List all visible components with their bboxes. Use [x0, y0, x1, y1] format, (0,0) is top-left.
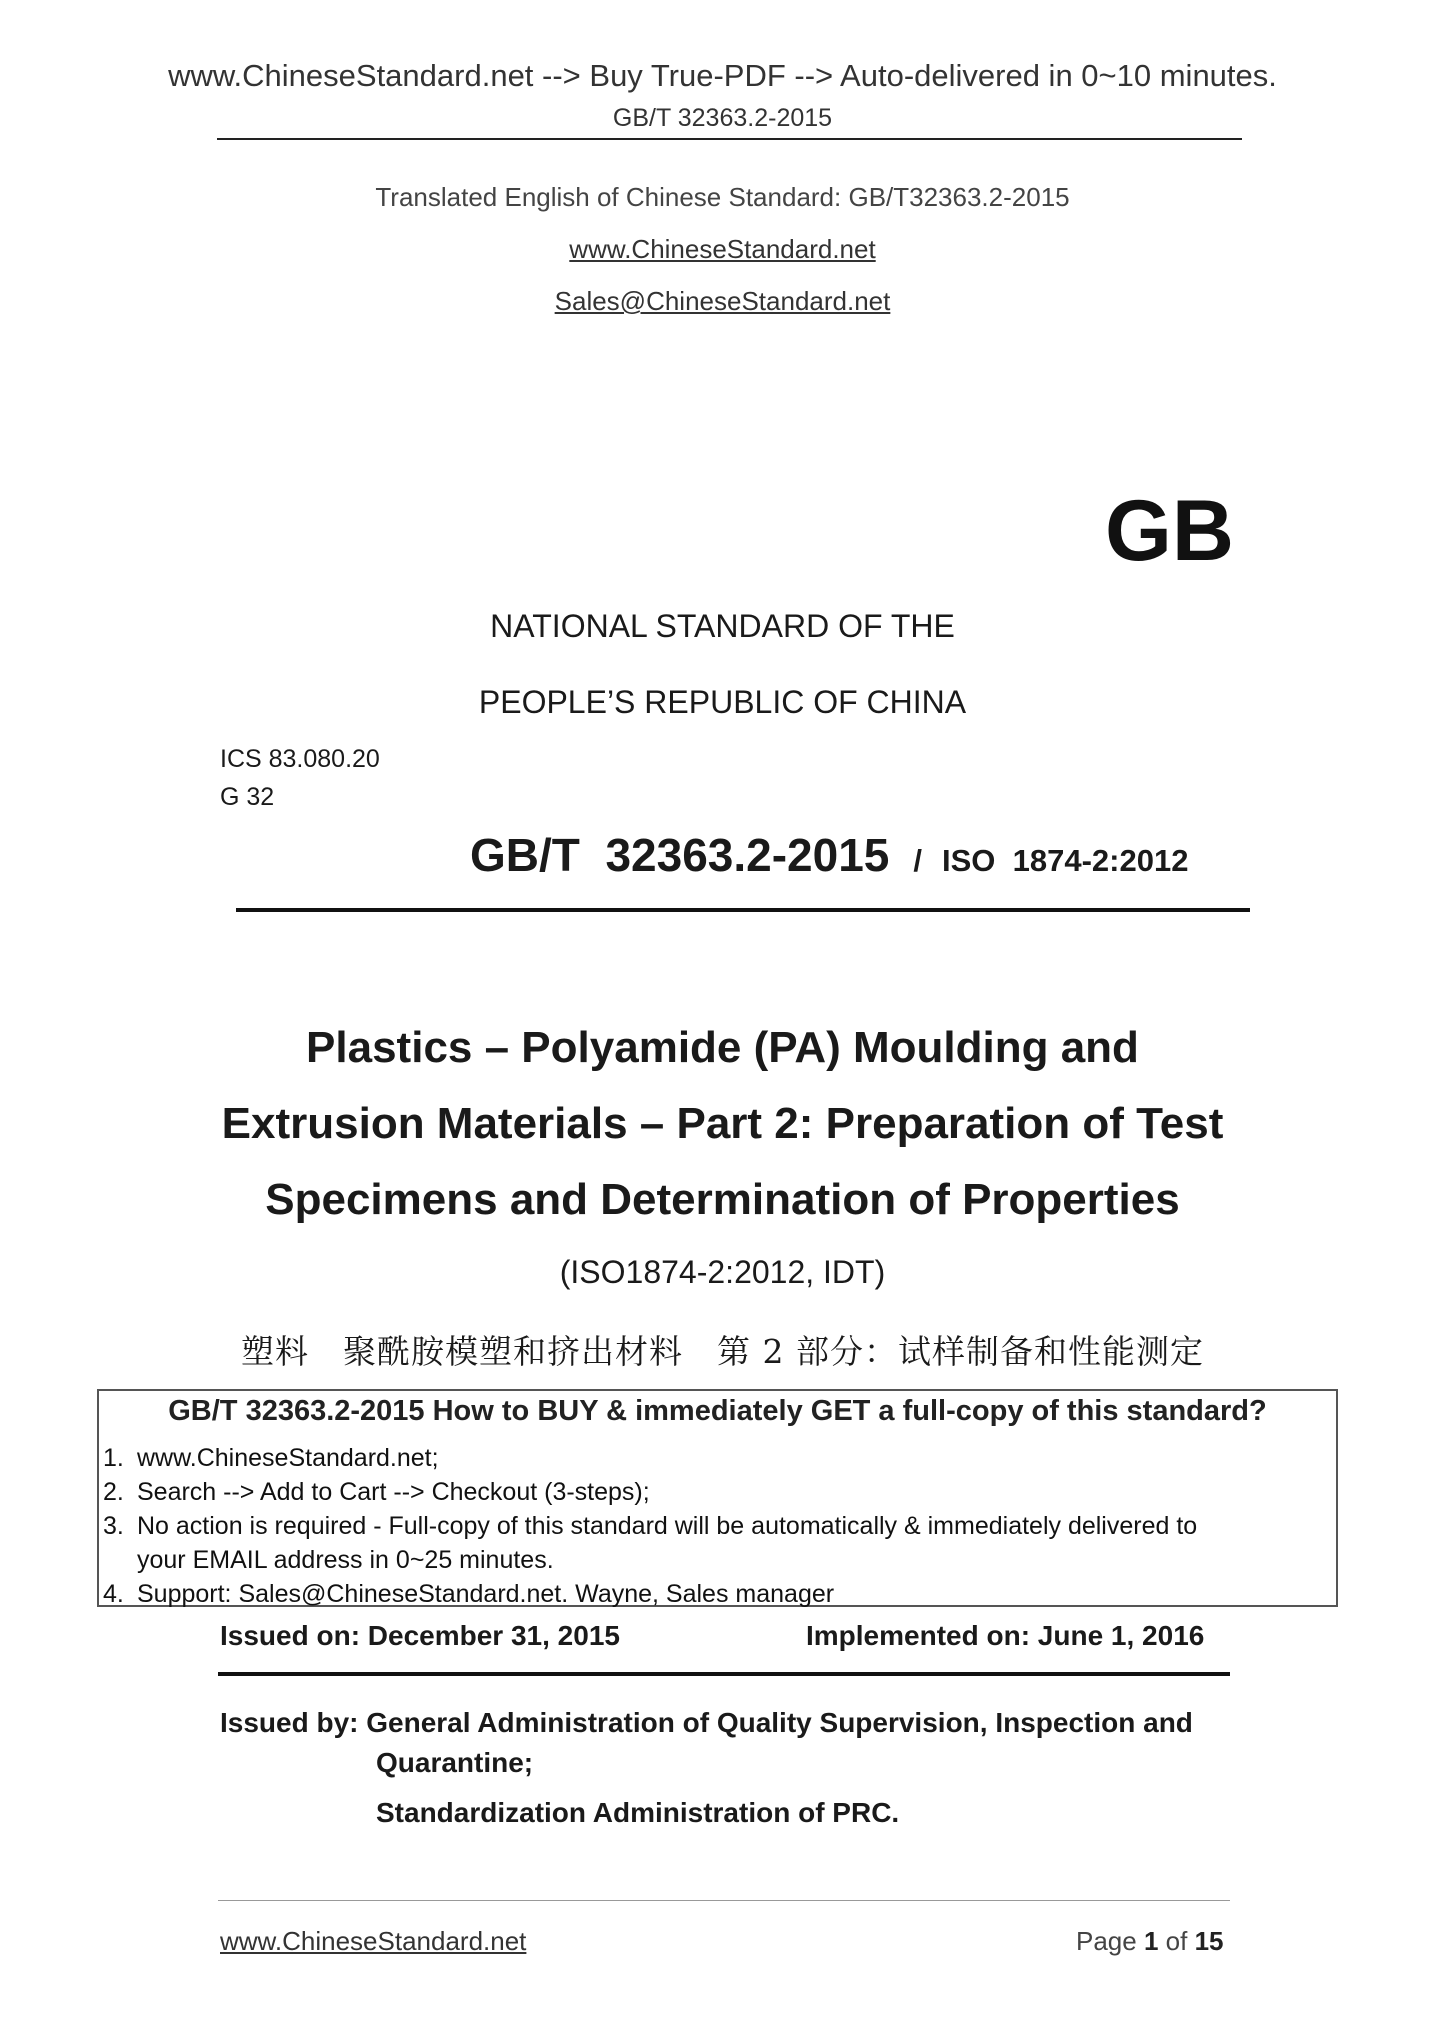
- buy-instructions-box: [97, 1389, 1338, 1607]
- page-current: 1: [1143, 1926, 1159, 1956]
- footer-website-wrap: [220, 1926, 526, 1957]
- page-of: of: [1165, 1926, 1188, 1956]
- issued-by-block: [220, 1703, 1240, 1783]
- footer-divider: [218, 1900, 1230, 1901]
- list-item: [103, 1543, 1332, 1577]
- list-item: [103, 1475, 1332, 1509]
- step-text[interactable]: www.ChineseStandard.net;: [137, 1444, 439, 1472]
- step-number: 4.: [103, 1580, 124, 1608]
- step-text: Search --> Add to Cart --> Checkout (3-steps);: [137, 1478, 650, 1506]
- document-title: [0, 1010, 1445, 1238]
- issued-by-line1: Issued by: General Administration of Quality Supervision, Inspection and: [220, 1707, 1193, 1738]
- step-number: 3.: [103, 1512, 124, 1540]
- standard-number: [470, 828, 1188, 882]
- gb-mark: GB: [1105, 483, 1234, 579]
- email-link-wrap: [0, 286, 1445, 317]
- implemented-on-date: Implemented on: June 1, 2016: [806, 1620, 1205, 1651]
- issued-by-line2: Quarantine;: [376, 1747, 534, 1778]
- step-number: 1.: [103, 1444, 124, 1472]
- number-separator: /: [913, 843, 922, 878]
- top-banner: www.ChineseStandard.net --> Buy True-PDF --> Auto-delivered in 0~10 minutes.: [168, 58, 1277, 93]
- page-indicator: [1076, 1926, 1224, 1957]
- list-item: [103, 1509, 1332, 1543]
- iso-number: ISO 1874-2:2012: [942, 843, 1189, 878]
- issued-by-line3: Standardization Administration of PRC.: [376, 1797, 900, 1828]
- email-link[interactable]: Sales@ChineseStandard.net: [554, 286, 891, 316]
- website-link-wrap: [0, 234, 1445, 265]
- gbt-number: GB/T 32363.2-2015: [470, 829, 890, 881]
- national-standard-line1: NATIONAL STANDARD OF THE: [490, 608, 955, 644]
- translated-note: Translated English of Chinese Standard: GB/T32363.2-2015: [375, 182, 1070, 212]
- title-line: Extrusion Materials – Part 2: Preparation of Test: [221, 1099, 1224, 1148]
- page-total: 15: [1194, 1926, 1224, 1956]
- website-link[interactable]: www.ChineseStandard.net: [569, 234, 876, 264]
- g-code: G 32: [220, 783, 275, 811]
- issued-on-date: Issued on: December 31, 2015: [220, 1620, 620, 1651]
- title-line: Specimens and Determination of Properties: [265, 1175, 1180, 1224]
- buy-heading: GB/T 32363.2-2015 How to BUY & immediately GET a full-copy of this standard?: [168, 1395, 1267, 1427]
- chinese-title: 塑料 聚酰胺模塑和挤出材料 第 2 部分：试样制备和性能测定: [241, 1332, 1204, 1371]
- header-standard-code: GB/T 32363.2-2015: [612, 104, 833, 132]
- national-standard-line2: PEOPLE’S REPUBLIC OF CHINA: [478, 684, 967, 720]
- step-text: your EMAIL address in 0~25 minutes.: [137, 1546, 554, 1574]
- ics-code: ICS 83.080.20: [220, 745, 380, 773]
- idt-note: (ISO1874-2:2012, IDT): [559, 1254, 886, 1290]
- dates-divider: [218, 1672, 1230, 1676]
- header-divider: [217, 138, 1242, 140]
- title-line: Plastics – Polyamide (PA) Moulding and: [306, 1023, 1139, 1072]
- buy-steps-list: [103, 1441, 1332, 1611]
- step-number: 2.: [103, 1478, 124, 1506]
- list-item: [103, 1441, 1332, 1475]
- footer-website-link[interactable]: www.ChineseStandard.net: [220, 1926, 527, 1956]
- step-text: No action is required - Full-copy of this standard will be automatically & immediately delivered to: [137, 1512, 1198, 1540]
- page-label: Page: [1076, 1926, 1137, 1956]
- list-item: [103, 1577, 1332, 1611]
- step-text: Support: Sales@ChineseStandard.net. Wayne, Sales manager: [137, 1580, 835, 1608]
- number-divider: [236, 908, 1250, 912]
